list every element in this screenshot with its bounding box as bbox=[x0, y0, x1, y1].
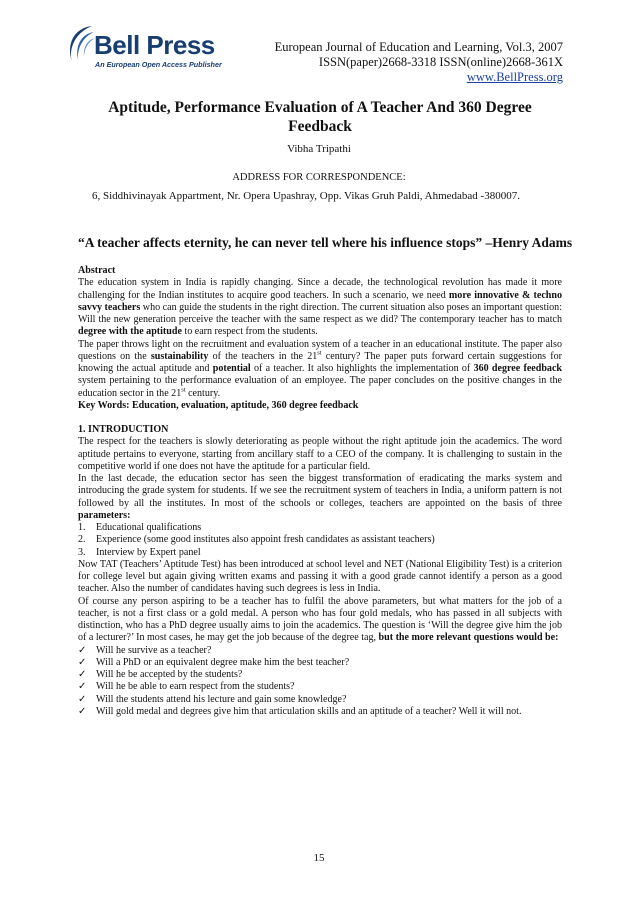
checkmark-icon: ✓ bbox=[78, 681, 87, 693]
list-item: 1. Educational qualifications bbox=[78, 522, 202, 533]
checkmark-icon: ✓ bbox=[78, 656, 87, 668]
checkmark-icon: ✓ bbox=[78, 669, 87, 680]
keywords: Key Words: Education, evaluation, aptitude, 360 degree feedback bbox=[78, 399, 359, 411]
epigraph-quote: “A teacher affects eternity, he can never tell where his influence stops” –Henry Adams bbox=[78, 235, 573, 250]
logo-subtitle: An European Open Access Publisher bbox=[95, 60, 222, 69]
list-item: ✓ Will a PhD or an equivalent degree make him the best teacher? bbox=[78, 656, 350, 668]
list-item: 3. Interview by Expert panel bbox=[78, 546, 201, 558]
introduction-heading: 1. INTRODUCTION bbox=[78, 424, 169, 435]
abstract-heading: Abstract bbox=[78, 265, 116, 276]
author-name: Vibha Tripathi bbox=[287, 143, 351, 155]
bell-logo-icon bbox=[64, 22, 98, 72]
intro-paragraph-3: Now TAT (Teachers’ Aptitude Test) has been introduced at school level and NET (National Eligibility Test) is a criterion for college level but again giving written exams and passing it with a good grade cannot identify a person as a good teacher. Also the number of candidates having such degrees is less in India. bbox=[78, 558, 562, 595]
intro-paragraph-2: In the last decade, the education sector has seen the biggest transformation of eradicating the marks system and introducing the grade system for students. If we see the recruitment system of teachers in India, a uniform pattern is not followed by all the institutes. In most of the schools or colleges, teachers are appointed on the basis of three parameters: bbox=[78, 473, 562, 521]
list-item: ✓ Will the students attend his lecture and gain some knowledge? bbox=[78, 693, 347, 705]
journal-url-link[interactable]: www.BellPress.org bbox=[466, 70, 563, 84]
address-label: ADDRESS FOR CORRESPONDENCE: bbox=[232, 172, 406, 183]
checkmark-icon: ✓ bbox=[78, 693, 87, 705]
abstract-paragraph-1: The education system in India is rapidly changing. Since a decade, the technological revolution has made it more challenging for the Indian institutes to acquire good teachers. In such a scenario, we need more innovative & techno savvy teachers who can guide the students in the right direction. The current situation also poses an important question: Will the new generation perceive the teacher with the same respect as we did? The contemporary teacher has to match degree with the aptitude to earn respect from the students. bbox=[78, 277, 563, 338]
list-item: 2. Experience (some good institutes also appoint fresh candidates as assistant teachers) bbox=[78, 534, 435, 546]
checkmark-icon: ✓ bbox=[78, 705, 87, 717]
abstract-paragraph-2: The paper throws light on the recruitment and evaluation system of a teacher in an educational institute. The paper also questions on the sustainability of the teachers in the 21st century? The paper puts forward certain suggestions for knowing the actual aptitude and potential of a teacher. It also highlights the implementation of 360 degree feedback system pertaining to the performance evaluation of an employee. The paper concludes on the positive changes in the education sector in the 21st century. bbox=[78, 338, 562, 399]
paper-title: Aptitude, Performance Evaluation of A Teacher And 360 Degree Feedback bbox=[108, 99, 532, 135]
checkmark-icon: ✓ bbox=[78, 644, 87, 656]
list-item: ✓ Will he survive as a teacher? bbox=[78, 644, 212, 656]
intro-paragraph-4: Of course any person aspiring to be a teacher has to fulfil the above parameters, but what matters for the job of a teacher, is not a first class or a gold medal. A person who has four gold medals, who has passed in all subjects with distinction, who has a PhD degree usually aims to join the academics. The question is ‘Will the degree give him the job of a lecturer?’ In most cases, he may get the job because of the degree tag, but the more relevant questions would be: bbox=[78, 595, 562, 644]
list-item: ✓ Will he be able to earn respect from the students? bbox=[78, 681, 295, 693]
intro-paragraph-1: The respect for the teachers is slowly deteriorating as people without the right aptitude join the academics. The word aptitude pertains to everyone, starting from ancillary staff to a CEO of the company. It is challenging to sustain in the competitive world if one does not have the aptitude for a particular field. bbox=[78, 436, 562, 472]
journal-title: European Journal of Education and Learning, Vol.3, 2007 bbox=[274, 40, 563, 54]
logo-name: Bell Press bbox=[94, 30, 215, 60]
page-number: 15 bbox=[313, 852, 325, 864]
bell-press-logo bbox=[64, 22, 244, 74]
questions-list bbox=[78, 645, 562, 719]
address: 6, Siddhivinayak Appartment, Nr. Opera Upashray, Opp. Vikas Gruh Paldi, Ahmedabad -380007. bbox=[92, 190, 520, 202]
list-item: ✓ Will gold medal and degrees give him that articulation skills and an aptitude of a teacher? Well it will not. bbox=[78, 705, 522, 717]
list-item: ✓ Will he be accepted by the students? bbox=[78, 669, 243, 680]
journal-issn: ISSN(paper)2668-3318 ISSN(online)2668-361X bbox=[318, 55, 563, 69]
journal-info bbox=[275, 40, 563, 85]
parameters-list bbox=[78, 522, 562, 559]
paper-body bbox=[78, 265, 562, 718]
